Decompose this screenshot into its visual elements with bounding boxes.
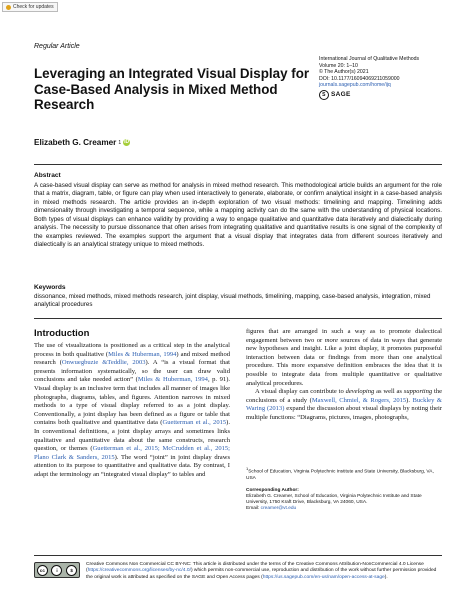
emphasis-text: developing: [345, 388, 375, 396]
author-line: [34, 138, 130, 147]
update-icon: [6, 5, 11, 10]
affiliation-text: School of Education, Virginia Polytechnic Institute and State University, Blacksburg, VA, USA: [246, 469, 434, 481]
introduction-heading: Introduction: [34, 328, 90, 339]
corresponding-author-label: Corresponding Author:: [246, 487, 299, 493]
citation-link[interactable]: Miles & Huberman, 1994: [108, 350, 177, 358]
nc-token-icon: $: [66, 565, 77, 576]
citation-link[interactable]: Miles & Huberman, 1994: [137, 376, 208, 384]
license-url-link[interactable]: https://creativecommons.org/licenses/by-nc/4.0/: [87, 568, 191, 574]
sage-logo: [319, 90, 459, 100]
email-link[interactable]: creamer@vt.edu: [260, 505, 297, 511]
divider-keywords: [34, 318, 442, 319]
body-text: ). In conventional definitions, a joint display arrays and sometimes links qualitative and quantitative data about the same constructs, research question, or themes (: [34, 419, 230, 453]
body-text: the conclusions of a study (: [246, 388, 442, 404]
journal-info: [319, 56, 459, 100]
body-text: A visual display can contribute to: [255, 388, 346, 396]
email-label: Email:: [246, 505, 260, 511]
author-name: Elizabeth G. Creamer: [34, 138, 117, 147]
body-text: ).: [406, 396, 413, 404]
abstract-heading: Abstract: [34, 172, 61, 179]
emphasis-text: more: [324, 336, 338, 344]
body-text: sources of data in ways that generate new hypotheses and insight. Like a joint display, it promotes purposeful interaction between data or findings from more than one analytical procedure. This more expansive definition embraces the idea that it is possible to integrate data from multiple quantitative or qualitative analytical procedures.: [246, 336, 443, 387]
journal-volume: Volume 20: 1–10: [319, 62, 358, 69]
body-text: ) and mixed method research (: [34, 350, 230, 367]
affiliation-number: 1: [246, 466, 249, 471]
citation-link[interactable]: Buckley & Waring (2013): [246, 396, 442, 413]
license-text: [86, 562, 444, 581]
divider-top: [34, 164, 442, 165]
check-for-updates-badge[interactable]: [2, 2, 58, 12]
intro-column-left: [34, 342, 230, 480]
journal-url[interactable]: journals.sagepub.com/home/ijq: [319, 82, 391, 89]
license-text-before: Creative Commons Non Commercial CC BY-NC: This article is distributed under the terms of the Creative Commons Attribution-NonCommercial 4.0 License (: [86, 562, 424, 574]
citation-link[interactable]: Onwuegbuzie &Teddlie, 2003: [61, 359, 146, 367]
citation-link[interactable]: Guetterman et al., 2015; McCrudden et al., 2015; Plano Clark & Sanders, 2015: [34, 445, 230, 461]
article-type: Regular Article: [34, 43, 80, 50]
body-text: expand the discussion about visual displays by noting their multiple functions: “Diagrams, pictures, images, photographs,: [246, 405, 442, 421]
citation-link[interactable]: Maxwell, Chmiel, & Rogers, 2015: [311, 396, 407, 404]
body-text: ). A “is a visual format that presents information systematically, so the user can draw valid conclusions and take needed action” (: [34, 359, 231, 384]
keywords-text: dissonance, mixed methods, mixed methods research, joint display, visual methods, timelining, mapping, case-based analysis, integration, mixed analytical procedures: [34, 293, 431, 309]
author-affiliation-mark: 1: [118, 139, 122, 146]
email-line: [246, 506, 442, 512]
by-token-icon: i: [51, 565, 62, 576]
badge-label: Check for updates: [13, 4, 54, 10]
body-text: The use of visualizations is positioned as a critical step in the analytical process in both qualitative (: [34, 342, 230, 358]
body-text: , p. 91). Visual display is an inclusive term that includes all manner of images like photographs, diagrams, tables, and figures. Attention narrows in mixed methods to a type of visual display referred to as a joint display. Conventionally, a joint display has been defined as a figure or table that contains both qualitative and quantitative data (: [34, 376, 231, 427]
affiliation: [246, 466, 442, 482]
intro-column-right: [246, 328, 442, 423]
journal-doi[interactable]: DOI: 10.1177/16094069211059000: [319, 75, 400, 82]
license-text-mid: ) which permits non-commercial use, reproduction and distribution of the work without further permission provided the original work is attributed as specified on the SAGE and Open Access pages (: [86, 568, 437, 580]
citation-link[interactable]: Guetterman et al., 2015: [162, 419, 227, 427]
orcid-icon[interactable]: iD: [124, 139, 130, 145]
journal-name: International Journal of Qualitative Methods: [319, 56, 420, 62]
divider-bottom: [34, 555, 442, 556]
body-text: as well as: [374, 388, 404, 396]
corresponding-author-text: Elizabeth G. Creamer, School of Education, Virginia Polytechnic Institute and State University, 1750 Kraft Drive, Blacksburg, VA 24060, USA.: [246, 493, 422, 505]
affiliation-block: [246, 466, 442, 512]
license-text-after: ).: [384, 574, 388, 580]
body-text: ). The word “joint” in joint display draws attention to its purpose to quantitative and qualitative data. By contrast, I adapt the terminology an “integrated visual display” to tables and: [34, 453, 230, 478]
cc-by-nc-icon[interactable]: [34, 562, 80, 578]
keywords-heading: Keywords: [34, 284, 66, 291]
license-row: [34, 562, 444, 581]
body-text: figures that are arranged in such a way as to promote dialectical engagement between two or: [246, 328, 442, 344]
cc-token-icon: cc: [37, 565, 48, 576]
sage-circle-icon: S: [319, 90, 329, 100]
article-title: Leveraging an Integrated Visual Display for Case-Based Analysis in Mixed Method Research: [34, 66, 310, 113]
abstract-text: A case-based visual display can serve as method for analysis in mixed method research. This methodological article builds an argument for the role that a matrix, diagram, table, or figure can play when used interactively to generate, elaborate, or confirm analytical insight in a case-based analysis in mixed methods research. The article provides an in-depth exploration of two visual methods: timelining and mapping. Timelining adds dimensionality through investigating a temporal sequence, while a mapping activity can do the same with the understanding of physical locations. Both types of visual displays can enhance validity by providing a way to engage qualitative and quantitative data iteratively and dialectically during analysis. The necessity to pursue dissonance that often arises from integrating qualitative and quantitative results is one signal of the complexity of the examples reviewed. The examples support the argument that a visual display that integrates data from different sources iteratively and dialectically is an analytical strategy unique to mixed methods.: [34, 182, 442, 249]
journal-copyright: © The Author(s) 2021: [319, 69, 369, 76]
open-access-url-link[interactable]: https://us.sagepub.com/en-us/nam/open-access-at-sage: [262, 574, 385, 580]
sage-logo-text: SAGE: [331, 90, 351, 98]
emphasis-text: supporting: [403, 388, 433, 396]
